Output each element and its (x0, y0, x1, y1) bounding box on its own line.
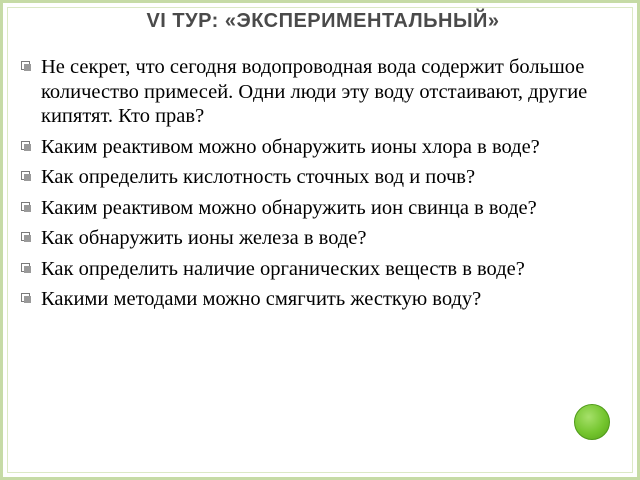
square-bullet-icon (21, 232, 31, 242)
list-item-text: Каким реактивом можно обнаружить ион свинца в воде? (41, 196, 537, 219)
list-item (21, 257, 621, 282)
list-item-text: Как обнаружить ионы железа в воде? (41, 227, 367, 249)
square-bullet-icon (21, 202, 31, 212)
list-item-text: Каким реактивом можно обнаружить ионы хлора в воде? (41, 135, 540, 158)
square-bullet-icon (21, 293, 31, 303)
square-bullet-icon (21, 141, 31, 151)
list-item (21, 287, 621, 312)
slide-title: VI ТУР: «ЭКСПЕРИМЕНТАЛЬНЫЙ» (146, 10, 500, 32)
question-list (21, 55, 621, 318)
square-bullet-icon (21, 61, 31, 71)
square-bullet-icon (21, 171, 31, 181)
square-bullet-icon (21, 263, 31, 273)
list-item (21, 196, 621, 221)
list-item-text: Как определить кислотность сточных вод и почв? (41, 166, 476, 188)
list-item-text: Не секрет, что сегодня водопроводная вода содержит большое количество примесей. Одни люди эту воду отстаивают, другие кипятят. Кто прав? (41, 56, 588, 127)
list-item (21, 135, 621, 160)
list-item (21, 55, 621, 129)
list-item-text: Как определить наличие органических веществ в воде? (41, 257, 525, 280)
list-item-text: Какими методами можно смягчить жесткую воду? (41, 288, 482, 310)
list-item (21, 226, 621, 251)
list-item (21, 165, 621, 190)
green-circle-icon (574, 404, 610, 440)
